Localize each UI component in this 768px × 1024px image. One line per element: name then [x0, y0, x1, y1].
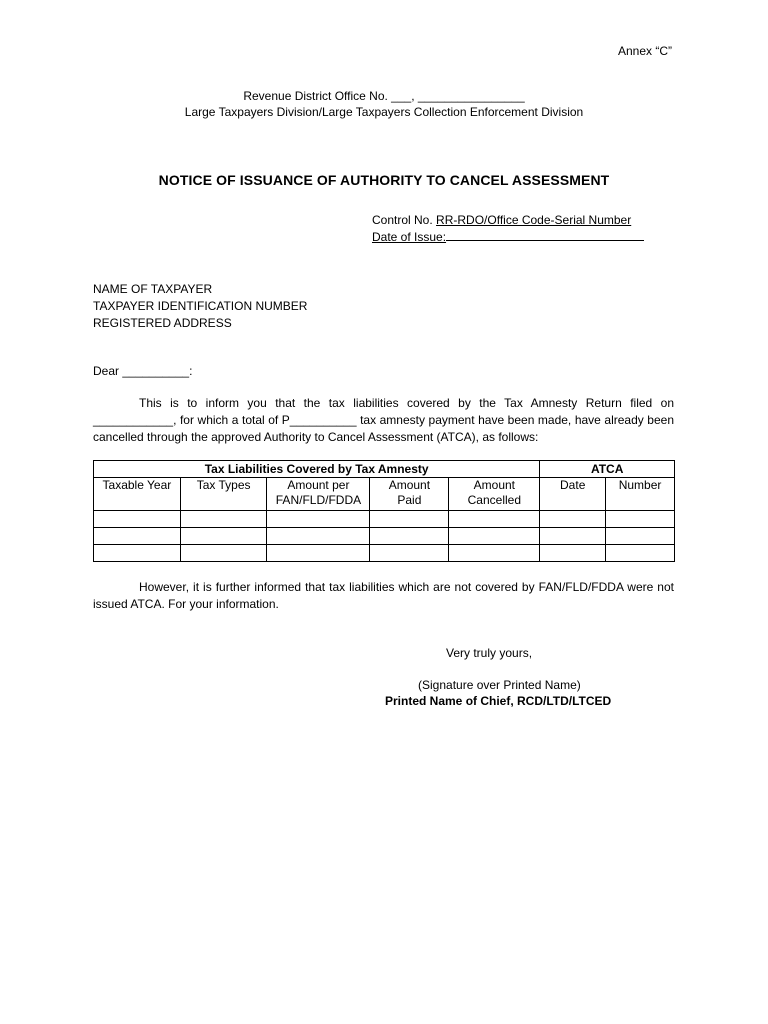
table-cell	[540, 511, 606, 528]
table-cell	[606, 528, 675, 545]
document-title: NOTICE OF ISSUANCE OF AUTHORITY TO CANCEL ASSESSMENT	[158, 172, 610, 188]
table-cell	[370, 511, 449, 528]
taxpayer-tin: TAXPAYER IDENTIFICATION NUMBER	[93, 299, 308, 313]
table-cell	[180, 528, 267, 545]
column-header: Taxable Year	[94, 478, 181, 511]
table-cell	[540, 545, 606, 562]
table-cell	[180, 511, 267, 528]
control-number-label: Control No.	[372, 213, 433, 227]
table-cell	[370, 528, 449, 545]
column-header: Number	[606, 478, 675, 511]
table-cell	[449, 545, 540, 562]
paragraph-intro-text: This is to inform you that the tax liabilities covered by the Tax Amnesty Return filed on ____________, for which a total of P__________ tax amnesty payment have been made, have already been cancelled through the approved Authority to Cancel Assessment (ATCA), as follows:	[93, 396, 674, 444]
control-number-line	[372, 212, 644, 228]
taxpayer-address: REGISTERED ADDRESS	[93, 316, 232, 330]
table-cell	[94, 528, 181, 545]
paragraph-followup-text: However, it is further informed that tax liabilities which are not covered by FAN/FLD/FDDA were not issued ATCA. For your information.	[93, 580, 674, 611]
table-cell	[94, 545, 181, 562]
division-line: Large Taxpayers Division/Large Taxpayers Collection Enforcement Division	[184, 105, 584, 119]
table-group-header-row	[94, 461, 675, 478]
table-row	[94, 545, 675, 562]
table-cell	[370, 545, 449, 562]
annex-label: Annex “C”	[617, 44, 672, 58]
control-block	[372, 212, 644, 245]
date-of-issue-blank	[446, 228, 644, 241]
table-cell	[449, 528, 540, 545]
paragraph-intro	[93, 395, 674, 446]
control-number-value: RR-RDO/Office Code-Serial Number	[436, 213, 632, 227]
signature-line: (Signature over Printed Name)	[418, 678, 581, 692]
atca-table	[93, 460, 675, 562]
table-column-header-row	[94, 478, 675, 511]
table-cell	[449, 511, 540, 528]
date-of-issue-label: Date of Issue:	[372, 230, 447, 244]
column-header: Amount per FAN/FLD/FDDA	[267, 478, 370, 511]
table-cell	[94, 511, 181, 528]
table-cell	[267, 545, 370, 562]
printed-name: Printed Name of Chief, RCD/LTD/LTCED	[385, 694, 612, 708]
coverage-group-header: Tax Liabilities Covered by Tax Amnesty	[94, 461, 540, 478]
column-header: Amount Cancelled	[449, 478, 540, 511]
column-header: Date	[540, 478, 606, 511]
table-cell	[267, 528, 370, 545]
salutation: Dear __________:	[93, 364, 193, 378]
paragraph-followup	[93, 579, 674, 613]
atca-group-header: ATCA	[540, 461, 675, 478]
column-header: Amount Paid	[370, 478, 449, 511]
table-row	[94, 511, 675, 528]
table-row	[94, 528, 675, 545]
taxpayer-name: NAME OF TAXPAYER	[93, 282, 213, 296]
revenue-district-office-line: Revenue District Office No. ___, ________________	[243, 89, 525, 103]
table-cell	[180, 545, 267, 562]
table-cell	[267, 511, 370, 528]
table-cell	[540, 528, 606, 545]
valediction: Very truly yours,	[446, 646, 533, 660]
taxpayer-block	[93, 281, 307, 332]
column-header: Tax Types	[180, 478, 267, 511]
table-cell	[606, 511, 675, 528]
table-cell	[606, 545, 675, 562]
date-of-issue-line	[372, 228, 644, 245]
